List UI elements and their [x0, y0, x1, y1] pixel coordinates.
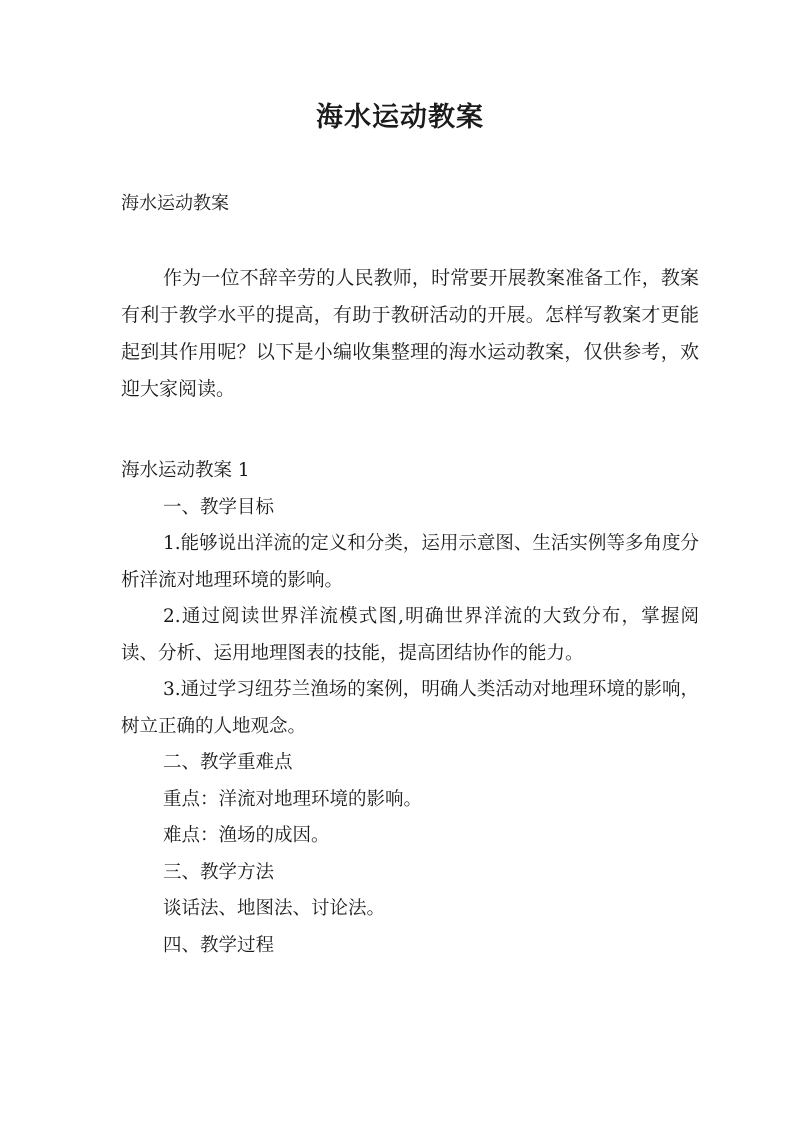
key-difficult-points-heading: 二、教学重难点 — [163, 752, 293, 773]
document-subtitle: 海水运动教案 — [121, 193, 229, 214]
teaching-goals-heading: 一、教学目标 — [163, 496, 275, 518]
intro-paragraph: 作为一位不辞辛劳的人民教师，时常要开展教案准备工作，教案有利于教学水平的提高，有助于教研活动的开展。怎样写教案才更能起到其作用呢？以下是小编收集整理的海水运动教案，仅供参考，欢迎大家阅读。 — [121, 267, 699, 400]
teaching-goal-1: 1.能够说出洋流的定义和分类，运用示意图、生活实例等多角度分析洋流对地理环境的影响。 — [121, 533, 699, 591]
key-point: 重点：洋流对地理环境的影响。 — [163, 788, 423, 810]
difficult-point: 难点：渔场的成因。 — [163, 825, 330, 846]
teaching-methods-heading: 三、教学方法 — [163, 861, 275, 883]
teaching-process-heading: 四、教学过程 — [163, 934, 275, 956]
teaching-goal-3: 3.通过学习纽芬兰渔场的案例，明确人类活动对地理环境的影响，树立正确的人地观念。 — [121, 679, 699, 737]
lesson-plan-1-heading: 海水运动教案 1 — [121, 460, 250, 481]
lesson-plan-1-section — [121, 453, 699, 964]
teaching-methods: 谈话法、地图法、讨论法。 — [163, 898, 386, 919]
teaching-goal-2: 2.通过阅读世界洋流模式图,明确世界洋流的大致分布，掌握阅读、分析、运用地理图表的技能，提高团结协作的能力。 — [121, 606, 699, 664]
document-title: 海水运动教案 — [316, 102, 484, 133]
